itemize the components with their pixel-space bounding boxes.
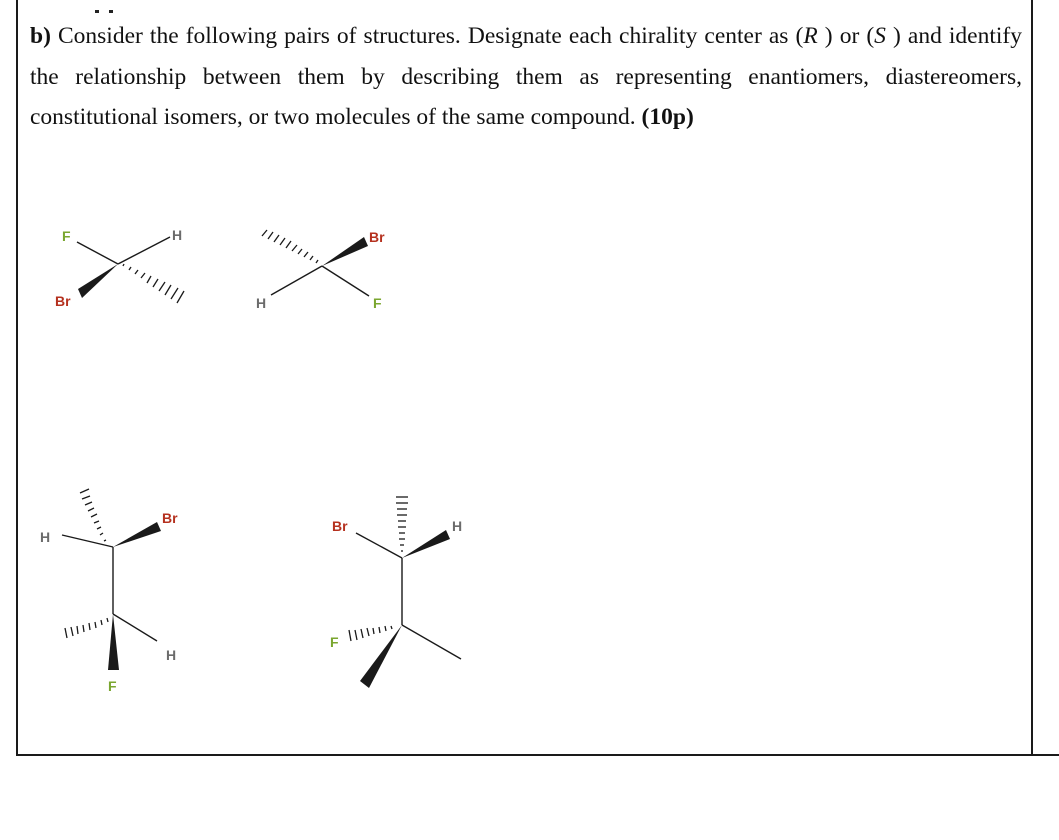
hashed-wedge-bond (80, 489, 106, 541)
question-text: b) Consider the following pairs of structures. Designate each chirality center as (R ) or (S ) and identify the relationship between them by describing them as representing enantiomers, diastereomers, constitutional isomers, or two molecules of the same compound. (10p) (30, 23, 1022, 130)
structure-pair1-right (256, 229, 385, 311)
atom-label-H: H (452, 518, 463, 534)
atom-label-F: F (373, 295, 382, 311)
wedge-bond (78, 264, 118, 298)
atom-label-H: H (256, 295, 267, 311)
hashed-wedge-bond (123, 264, 184, 303)
bond-line (356, 533, 402, 558)
atom-label-F: F (330, 634, 339, 650)
hashed-wedge-bond (396, 497, 408, 551)
structure-pair2-left (40, 489, 178, 694)
points-label: (10p) (641, 104, 694, 130)
hashed-wedge-bond (65, 618, 108, 638)
bond-line (113, 614, 157, 641)
atom-label-Br: Br (369, 229, 385, 245)
wedge-bond (402, 530, 450, 558)
atom-label-H: H (40, 529, 51, 545)
wedge-bond (113, 522, 161, 547)
bond-line (118, 237, 170, 264)
atom-label-Br: Br (332, 518, 348, 534)
atom-label-Br: Br (162, 510, 178, 526)
atom-label-Br: Br (55, 293, 71, 309)
atom-label-F: F (62, 228, 71, 244)
wedge-bond (322, 237, 368, 266)
atom-label-F: F (108, 678, 117, 694)
wedge-bond (360, 625, 402, 688)
hashed-wedge-bond (262, 230, 318, 263)
atom-label-H: H (166, 647, 177, 663)
hashed-wedge-bond (349, 626, 392, 641)
structure-pair1-left (55, 227, 184, 309)
wedge-bond (108, 614, 119, 670)
bond-line (77, 242, 118, 264)
structure-pair2-right (330, 497, 462, 688)
bond-line (322, 266, 369, 296)
atom-label-H: H (172, 227, 183, 243)
question-part-label: b) (30, 23, 51, 49)
bond-line (271, 266, 322, 295)
bond-line (402, 625, 461, 659)
